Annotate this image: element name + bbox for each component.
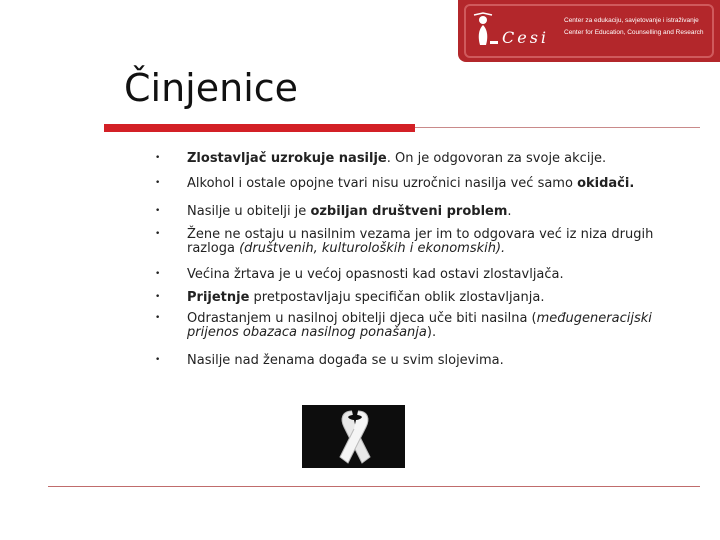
bullet-text: Nasilje u obitelji je ozbiljan društveni problem. (187, 204, 512, 219)
bullet-dot: • (155, 292, 161, 302)
bullet-text: Prijetnje pretpostavljaju specifičan oblik zlostavljanja. (187, 290, 545, 305)
person-figure-icon (472, 12, 502, 48)
bullet-text: Odrastanjem u nasilnoj obitelji djeca uče biti nasilna (međugeneracijski prijenos obazaca nasilnog ponašanja). (187, 311, 652, 340)
bullet-dot: • (155, 313, 161, 323)
bullet-text: Većina žrtava je u većoj opasnosti kad ostavi zlostavljača. (187, 267, 564, 282)
logo-tagline (564, 15, 703, 39)
cesi-logo (458, 0, 720, 62)
bullet-text: Nasilje nad ženama događa se u svim slojevima. (187, 353, 504, 368)
title-underline-accent (104, 124, 415, 132)
logo-wordmark: Cesi (502, 28, 550, 47)
bullet-text: Žene ne ostaju u nasilnim vezama jer im to odgovara već iz niza drugih razloga (društvenih, kulturoloških i ekonomskih). (187, 227, 654, 256)
footer-rule (48, 486, 700, 487)
bullet-dot: • (155, 153, 161, 163)
bullet-dot: • (155, 229, 161, 239)
awareness-ribbon-icon (302, 405, 405, 468)
awareness-ribbon-image (302, 405, 405, 468)
bullet-dot: • (155, 178, 161, 188)
slide-title: Činjenice (124, 66, 299, 110)
bullet-text: Alkohol i ostale opojne tvari nisu uzročnici nasilja već samo okidači. (187, 176, 635, 191)
logo-tagline-hr: Center za edukaciju, savjetovanje i istraživanje (564, 17, 699, 24)
bullet-dot: • (155, 355, 161, 365)
bullet-dot: • (155, 206, 161, 216)
bullet-dot: • (155, 269, 161, 279)
title-underline-rule (415, 127, 700, 128)
logo-tagline-en: Center for Education, Counselling and Research (564, 29, 704, 36)
bullet-text: Zlostavljač uzrokuje nasilje. On je odgovoran za svoje akcije. (187, 151, 607, 166)
